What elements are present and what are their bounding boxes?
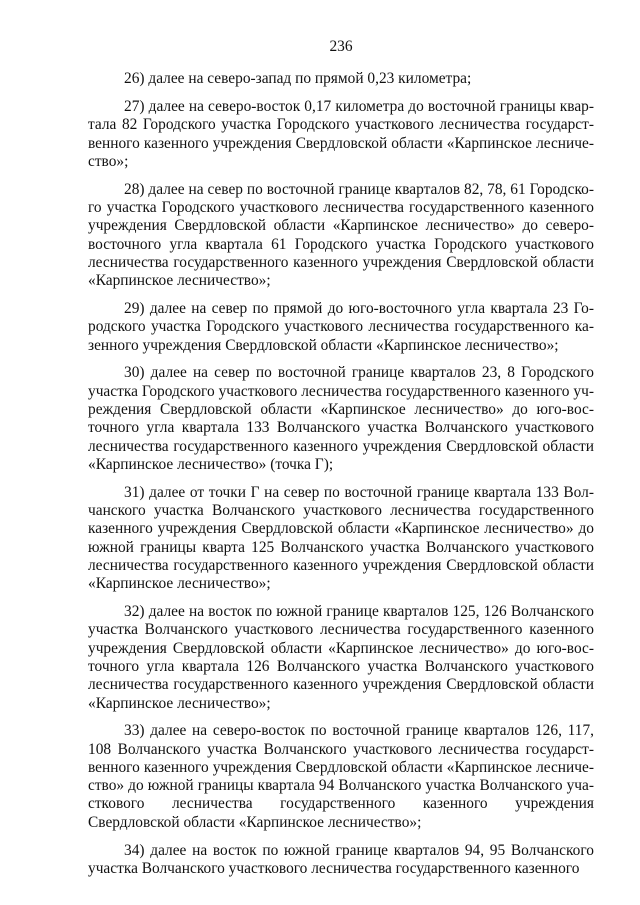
document-body <box>88 70 594 878</box>
page-number: 236 <box>329 38 353 55</box>
paragraph-34: 34) далее на восток по южной границе кварталов 94, 95 Волчанского участка Волчанского участкового лесничества государственного казенного <box>88 841 594 877</box>
paragraph-30: 30) далее на север по восточной границе кварталов 23, 8 Городского участка Городского участкового лесничества государственного казенного учреждения Свердловской области «Карпинское лесничество» до юго-восточного угла квартала 133 Волчанского участка Волчанского участкового лесничества государственного казенного учреждения Свердловской области «Карпинское лесничество» (точка Г); <box>88 364 594 473</box>
document-page <box>88 38 594 878</box>
paragraph-28: 28) далее на север по восточной границе кварталов 82, 78, 61 Городского участка Городского участкового лесничества государственного казенного учреждения Свердловской области «Карпинское лесничество» до северо-восточного угла квартала 61 Городского участка Городского участкового лесничества государственного казенного учреждения Свердловской области «Карпинское лесничество»; <box>88 180 594 290</box>
paragraph-31: 31) далее от точки Г на север по восточной границе квартала 133 Волчанского участка Волчанского участкового лесничества государственного казенного учреждения Свердловской области «Карпинское лесничество» до южной границы кварта 125 Волчанского участка Волчанского участкового лесничества государственного казенного учреждения Свердловской области «Карпинское лесничество»; <box>88 483 594 593</box>
paragraph-33: 33) далее на северо-восток по восточной границе кварталов 126, 117, 108 Волчанского участка Волчанского участкового лесничества государственного казенного учреждения Свердловской области «Карпинское лесничество» до южной границы квартала 94 Волчанского участка Волчанского участкового лесничества государственного казенного учреждения Свердловской области «Карпинское лесничество»; <box>88 722 594 831</box>
paragraph-26: 26) далее на северо-запад по прямой 0,23 километра; <box>124 70 472 88</box>
paragraph-27: 27) далее на северо-восток 0,17 километра до восточной границы квартала 82 Городского участка Городского участкового лесничества государственного казенного учреждения Свердловской области «Карпинское лесничество»; <box>88 98 594 170</box>
paragraph-32: 32) далее на восток по южной границе кварталов 125, 126 Волчанского участка Волчанского участкового лесничества государственного казенного учреждения Свердловской области «Карпинское лесничество» до юго-восточного угла квартала 126 Волчанского участка Волчанского участкового лесничества государственного казенного учреждения Свердловской области «Карпинское лесничество»; <box>88 603 594 712</box>
paragraph-29: 29) далее на север по прямой до юго-восточного угла квартала 23 Городского участка Городского участкового лесничества государственного казенного учреждения Свердловской области «Карпинское лесничество»; <box>88 300 594 354</box>
